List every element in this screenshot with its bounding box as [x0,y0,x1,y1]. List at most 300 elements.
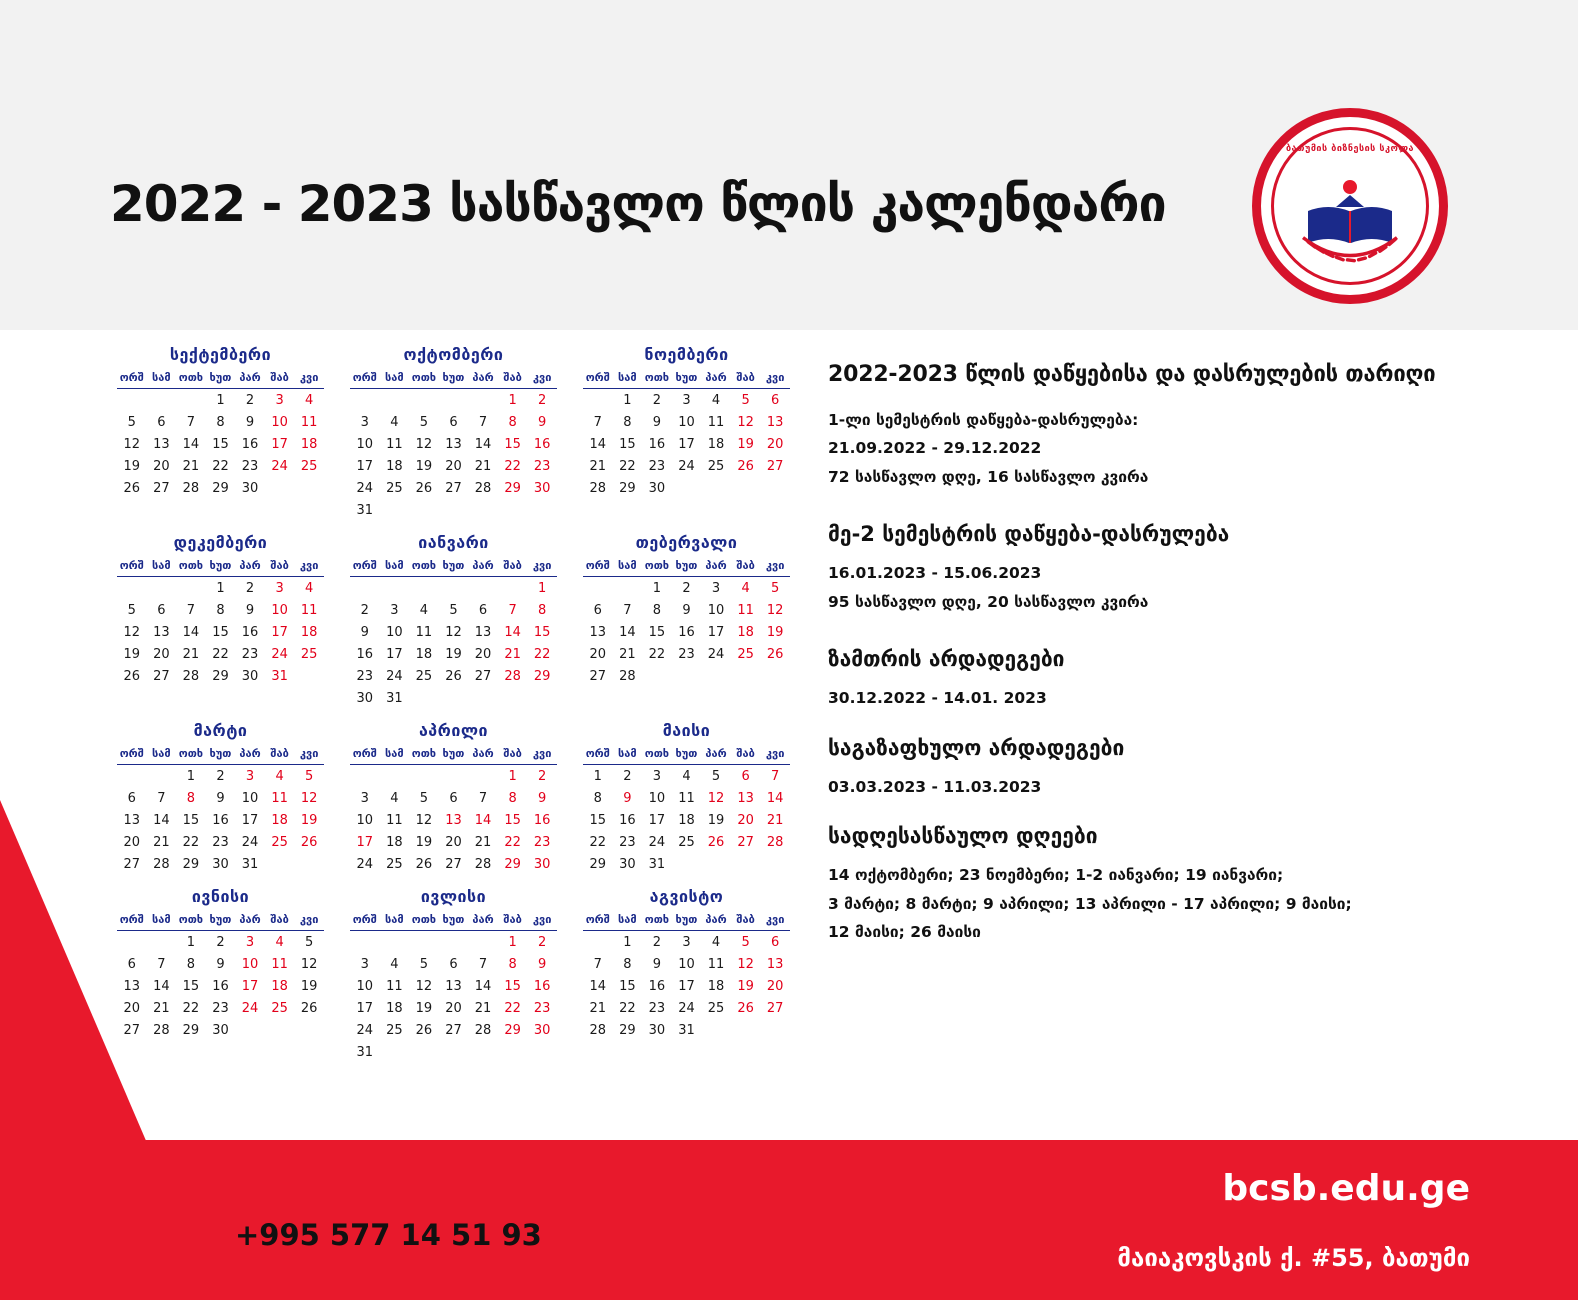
day-cell: 16 [212,812,229,828]
day-cell: 27 [474,668,492,684]
day-cell: 29 [504,480,521,496]
weekday-header: ოთხ [642,912,672,931]
day-cell: 30 [533,1022,551,1038]
week-row [583,577,790,600]
month-block [337,721,570,875]
day-cell: 11 [300,602,318,618]
weekday-header: ხუთ [672,558,702,577]
day-cell: 16 [619,812,636,828]
day-cell: 7 [478,414,488,430]
week-row [117,975,324,997]
day-cell: 1 [538,580,547,596]
weekday-header: შაბ [265,912,295,931]
empty-day-cell [409,1041,439,1063]
day-cell: 16 [533,436,551,452]
month-table [583,370,790,499]
day-cell: 5 [741,934,750,950]
day-cell: 14 [474,978,492,994]
month-name: აპრილი [418,721,489,740]
week-row [350,411,557,433]
school-logo [1252,108,1448,304]
empty-day-cell [294,1019,324,1041]
day-cell: 18 [678,812,695,828]
day-cell: 21 [153,1000,170,1016]
day-cell: 13 [474,624,492,640]
empty-day-cell [350,577,380,600]
day-cell: 19 [415,834,433,850]
week-row [583,599,790,621]
semester-2-dates: 16.01.2023 - 15.06.2023 [828,564,1042,583]
day-cell: 22 [504,834,521,850]
day-cell: 14 [182,624,200,640]
weekday-header: კვი [294,746,324,765]
day-cell: 26 [300,834,318,850]
day-cell: 15 [182,812,200,828]
empty-day-cell [147,931,177,954]
empty-day-cell [498,499,528,521]
day-cell: 3 [711,580,721,596]
week-row [350,621,557,643]
empty-day-cell [176,389,206,412]
empty-day-cell [235,1019,265,1041]
day-cell: 12 [737,956,754,972]
day-cell: 21 [182,458,200,474]
weekday-header: სამ [147,746,177,765]
day-cell: 24 [386,668,403,684]
day-cell: 18 [271,978,288,994]
day-cell: 13 [737,790,754,806]
empty-day-cell [380,931,410,954]
day-cell: 8 [508,414,517,430]
day-cell: 22 [182,834,200,850]
empty-day-cell [731,665,761,687]
day-cell: 22 [589,834,607,850]
week-row [583,787,790,809]
day-cell: 1 [623,934,632,950]
day-cell: 19 [766,624,784,640]
month-table [583,746,790,875]
day-cell: 2 [682,580,691,596]
empty-day-cell [672,665,702,687]
day-cell: 25 [386,856,403,872]
day-cell: 3 [360,414,369,430]
weekday-header: ხუთ [672,912,702,931]
day-cell: 27 [766,458,784,474]
weekday-header: ოთხ [409,912,439,931]
day-cell: 25 [707,458,725,474]
day-cell: 13 [766,956,784,972]
day-cell: 2 [652,392,662,408]
day-cell: 23 [533,458,551,474]
day-cell: 4 [741,580,750,596]
day-cell: 27 [153,480,170,496]
empty-day-cell [117,931,147,954]
day-cell: 27 [445,856,462,872]
day-cell: 17 [241,812,259,828]
day-cell: 23 [241,646,259,662]
weekday-header: კვი [760,370,790,389]
day-cell: 23 [241,458,259,474]
day-cell: 20 [445,1000,462,1016]
day-cell: 17 [271,624,288,640]
week-row [350,1041,557,1063]
empty-day-cell [468,389,498,412]
day-cell: 23 [648,458,666,474]
week-row [583,975,790,997]
day-cell: 18 [415,646,433,662]
weekday-header: სამ [380,746,410,765]
day-cell: 7 [623,602,632,618]
empty-day-cell [380,577,410,600]
winter-holidays-block [828,647,1548,709]
weekday-header: პარ [701,370,731,389]
weekday-header: სამ [613,558,643,577]
day-cell: 6 [127,956,136,972]
day-cell: 7 [508,602,517,618]
weekday-header: სამ [147,912,177,931]
footer-website: bcsb.edu.ge [1222,1168,1470,1209]
public-holidays-block [828,824,1548,943]
semester-2-stats: 95 სასწავლო დღე, 20 სასწავლო კვირა [828,592,1149,611]
spring-holidays-title: საგაზაფხულო არდადეგები [828,735,1125,760]
day-cell: 3 [682,392,691,408]
month-name: მარტი [193,721,248,740]
day-cell: 10 [241,790,259,806]
weekday-header: ხუთ [672,746,702,765]
week-row [117,577,324,600]
day-cell: 14 [619,624,636,640]
day-cell: 5 [305,934,314,950]
day-cell: 11 [271,956,288,972]
week-row [350,787,557,809]
day-cell: 7 [478,956,488,972]
empty-day-cell [439,687,469,709]
day-cell: 11 [415,624,433,640]
week-row [117,621,324,643]
semester-1-dates: 21.09.2022 - 29.12.2022 [828,439,1042,458]
logo-text: ბათუმის ბიზნესის სკოლა [1285,144,1414,154]
day-cell: 11 [737,602,754,618]
empty-day-cell [760,665,790,687]
weekday-header: შაბ [265,370,295,389]
day-cell: 22 [182,1000,200,1016]
day-cell: 5 [127,602,136,618]
week-row [117,765,324,788]
weekday-header: კვი [760,912,790,931]
day-cell: 21 [474,834,492,850]
weekday-header: სამ [613,912,643,931]
day-cell: 2 [623,768,632,784]
day-cell: 28 [153,856,170,872]
day-cell: 9 [360,624,369,640]
day-cell: 16 [648,436,666,452]
day-cell: 4 [711,934,721,950]
day-cell: 23 [678,646,695,662]
day-cell: 25 [386,1022,403,1038]
month-table [117,370,324,499]
month-block [337,345,570,521]
day-cell: 5 [771,580,780,596]
weekday-header: შაბ [265,746,295,765]
day-cell: 1 [186,934,196,950]
week-row [117,953,324,975]
empty-day-cell [117,389,147,412]
day-cell: 12 [737,414,754,430]
day-cell: 4 [711,392,721,408]
weekday-header: შაბ [265,558,295,577]
day-cell: 15 [182,978,200,994]
day-cell: 24 [356,480,374,496]
day-cell: 25 [271,1000,288,1016]
day-cell: 6 [593,602,602,618]
empty-day-cell [468,687,498,709]
week-row [117,809,324,831]
day-cell: 2 [652,934,662,950]
week-row [117,411,324,433]
day-cell: 11 [386,436,403,452]
day-cell: 29 [212,668,229,684]
day-cell: 8 [508,790,517,806]
day-cell: 19 [123,458,141,474]
month-table [350,912,557,1063]
day-cell: 21 [474,1000,492,1016]
day-cell: 11 [707,414,725,430]
month-table [350,746,557,875]
semester-2-title: მე-2 სემესტრის დაწყება-დასრულება [828,522,1230,547]
calendar-grid [104,345,804,1075]
week-row [350,433,557,455]
day-cell: 8 [186,790,196,806]
day-cell: 15 [589,812,607,828]
day-cell: 11 [386,812,403,828]
weekday-header: ორშ [117,558,147,577]
day-cell: 8 [538,602,547,618]
weekday-header: პარ [468,912,498,931]
calendar-row [104,345,804,533]
day-cell: 10 [271,414,288,430]
day-cell: 23 [648,1000,666,1016]
day-cell: 18 [300,436,318,452]
day-cell: 2 [245,392,255,408]
weekday-header: შაბ [498,370,528,389]
day-cell: 20 [123,834,141,850]
weekday-header: კვი [294,558,324,577]
day-cell: 2 [245,580,255,596]
public-holidays-line-2: 3 მარტი; 8 მარტი; 9 აპრილი; 13 აპრილი - 17 აპრილი; 9 მაისი; [828,894,1352,913]
day-cell: 12 [300,790,318,806]
weekday-header: პარ [468,746,498,765]
day-cell: 16 [356,646,374,662]
empty-day-cell [265,477,295,499]
day-cell: 12 [445,624,462,640]
week-row [117,853,324,875]
month-block [337,533,570,709]
day-cell: 17 [386,646,403,662]
day-cell: 9 [623,790,632,806]
weekday-header: ორშ [583,370,613,389]
weekday-header: შაბ [498,746,528,765]
weekday-header: ხუთ [439,746,469,765]
weekday-header: კვი [527,746,557,765]
day-cell: 21 [589,1000,607,1016]
month-name: ნოემბერი [644,345,729,364]
day-cell: 18 [386,834,403,850]
month-block [104,345,337,521]
day-cell: 4 [275,768,284,784]
week-row [350,577,557,600]
day-cell: 12 [123,436,141,452]
empty-day-cell [439,499,469,521]
day-cell: 30 [533,480,551,496]
day-cell: 27 [445,480,462,496]
day-cell: 25 [678,834,695,850]
day-cell: 1 [652,580,662,596]
empty-day-cell [294,477,324,499]
weekday-header: სამ [147,558,177,577]
day-cell: 25 [300,458,318,474]
day-cell: 5 [419,414,429,430]
day-cell: 10 [707,602,725,618]
weekday-header: კვი [294,370,324,389]
weekday-header: სამ [380,370,410,389]
empty-day-cell [468,1041,498,1063]
day-cell: 7 [593,956,602,972]
day-cell: 16 [241,436,259,452]
day-cell: 6 [771,934,780,950]
day-cell: 1 [216,392,225,408]
week-row [117,389,324,412]
empty-day-cell [527,687,557,709]
day-cell: 28 [474,480,492,496]
weekday-header: პარ [701,558,731,577]
week-row [583,665,790,687]
day-cell: 15 [619,436,636,452]
week-row [350,765,557,788]
day-cell: 21 [589,458,607,474]
day-cell: 19 [415,458,433,474]
info-column [828,362,1548,950]
day-cell: 24 [241,1000,259,1016]
day-cell: 21 [619,646,636,662]
day-cell: 14 [153,978,170,994]
weekday-header: პარ [468,370,498,389]
week-row [117,931,324,954]
month-table [117,912,324,1041]
day-cell: 3 [275,392,284,408]
day-cell: 26 [123,480,141,496]
day-cell: 30 [241,480,259,496]
weekday-header: შაბ [498,558,528,577]
day-cell: 1 [508,934,517,950]
day-cell: 24 [678,458,695,474]
week-row [350,499,557,521]
day-cell: 10 [356,812,374,828]
empty-day-cell [701,853,731,875]
day-cell: 22 [504,458,521,474]
day-cell: 4 [682,768,691,784]
day-cell: 13 [445,978,462,994]
week-row [350,809,557,831]
day-cell: 21 [766,812,784,828]
empty-day-cell [439,931,469,954]
month-table [117,558,324,687]
empty-day-cell [380,1041,410,1063]
day-cell: 28 [589,480,607,496]
winter-holidays-title: ზამთრის არდადეგები [828,647,1065,672]
day-cell: 19 [737,978,754,994]
spring-holidays-block [828,736,1548,798]
day-cell: 10 [271,602,288,618]
day-cell: 18 [737,624,754,640]
day-cell: 6 [741,768,750,784]
day-cell: 30 [648,480,666,496]
day-cell: 29 [504,856,521,872]
day-cell: 24 [271,458,288,474]
day-cell: 17 [678,978,695,994]
day-cell: 23 [212,834,229,850]
day-cell: 23 [533,834,551,850]
day-cell: 30 [619,856,636,872]
day-cell: 27 [589,668,607,684]
month-name: ივნისი [191,887,250,906]
weekday-header: სამ [380,912,410,931]
day-cell: 28 [182,668,200,684]
public-holidays-title: სადღესასწაულო დღეები [828,824,1098,849]
weekday-header: ორშ [350,558,380,577]
empty-day-cell [294,853,324,875]
empty-day-cell [147,389,177,412]
calendar-row [104,721,804,887]
day-cell: 29 [589,856,607,872]
day-cell: 23 [356,668,374,684]
day-cell: 15 [533,624,551,640]
day-cell: 4 [275,934,284,950]
empty-day-cell [294,665,324,687]
day-cell: 14 [589,436,607,452]
day-cell: 21 [504,646,521,662]
day-cell: 24 [648,834,666,850]
logo-inner-ring [1271,127,1429,285]
day-cell: 8 [623,414,632,430]
weekday-header: ხუთ [439,912,469,931]
week-row [117,665,324,687]
day-cell: 1 [508,392,517,408]
week-row [583,411,790,433]
weekday-header: პარ [235,370,265,389]
empty-day-cell [468,577,498,600]
day-cell: 3 [360,790,369,806]
day-cell: 4 [305,580,314,596]
day-cell: 1 [593,768,602,784]
day-cell: 14 [766,790,784,806]
day-cell: 2 [216,768,225,784]
day-cell: 2 [538,934,547,950]
day-cell: 16 [241,624,259,640]
empty-day-cell [701,477,731,499]
day-cell: 30 [212,856,229,872]
semester-1-stats: 72 სასწავლო დღე, 16 სასწავლო კვირა [828,467,1149,486]
weekday-header: პარ [235,912,265,931]
weekday-header: შაბ [498,912,528,931]
empty-day-cell [498,1041,528,1063]
day-cell: 26 [123,668,141,684]
day-cell: 9 [538,414,547,430]
day-cell: 22 [504,1000,521,1016]
day-cell: 12 [707,790,725,806]
day-cell: 16 [533,812,551,828]
day-cell: 23 [533,1000,551,1016]
day-cell: 28 [474,856,492,872]
